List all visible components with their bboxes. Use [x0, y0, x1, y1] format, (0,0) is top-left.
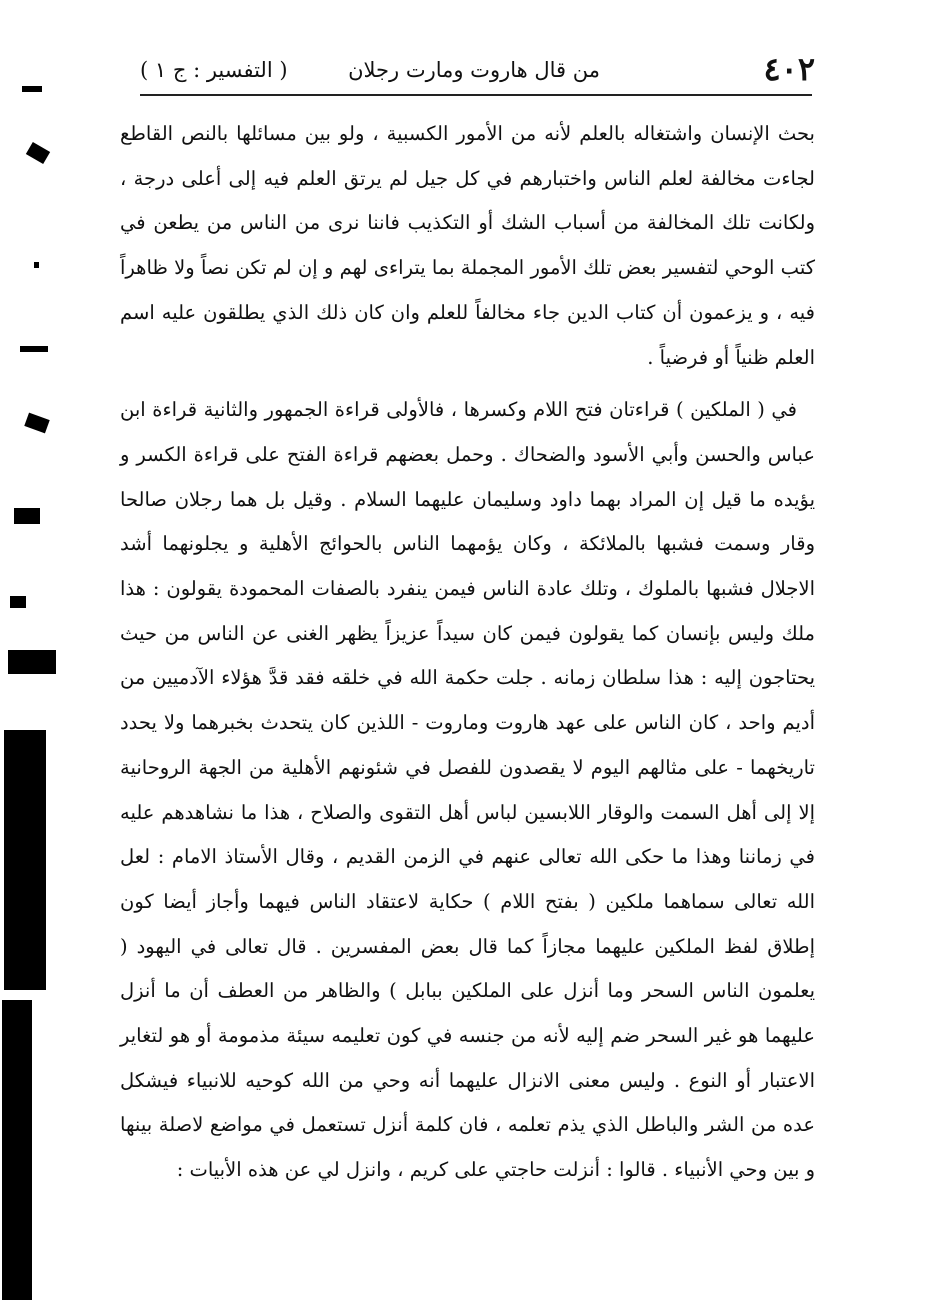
- header-rule: [140, 94, 812, 96]
- scan-mark: [22, 86, 42, 92]
- scan-mark: [8, 650, 56, 674]
- scan-mark: [14, 508, 40, 524]
- scan-mark: [2, 1000, 32, 1300]
- volume-label: ( التفسير : ج ١ ): [140, 58, 288, 82]
- scan-mark: [4, 730, 46, 990]
- page-number: ٤٠٢: [763, 50, 815, 88]
- scan-mark: [24, 413, 49, 434]
- scan-mark: [34, 262, 39, 268]
- scan-mark: [10, 596, 26, 608]
- scan-mark: [26, 142, 50, 164]
- running-title: من قال هاروت ومارت رجلان: [348, 58, 600, 82]
- page-header: [140, 50, 815, 94]
- page-body: [120, 112, 815, 1193]
- paragraph: بحث الإنسان واشتغاله بالعلم لأنه من الأمور الكسبية ، ولو بين مسائلها بالنص القاطع لجاءت مخالفة لعلم الناس واختبارهم في كل جيل لم يرتق العلم فيه إلى أعلى درجة ، ولكانت تلك المخالفة من أسباب الشك أو التكذيب فاننا نرى من الناس من يطعن في كتب الوحي لتفسير بعض تلك الأمور المجملة بما يتراءى لهم و إن لم تكن نصاً ولا ظاهراً فيه ، و يزعمون أن كتاب الدين جاء مخالفاً للعلم وان كان ذلك الذي يطلقون عليه اسم العلم ظنياً أو فرضياً .: [120, 122, 815, 369]
- scan-mark: [20, 346, 48, 352]
- paragraph: في ( الملكين ) قراءتان فتح اللام وكسرها ، فالأولى قراءة الجمهور والثانية قراءة ابن عباس والحسن وأبي الأسود والضحاك . وحمل بعضهم قراءة الفتح على قراءة الكسر و يؤيده ما قيل إن المراد بهما داود وسليمان عليهما السلام . وقيل بل هما رجلان صالحا وقار وسمت فشبها بالملائكة ، وكان يؤمهما الناس بالحوائج الأهلية و يجلونهما أشد الاجلال فشبها بالملوك ، وتلك عادة الناس فيمن ينفرد بالصفات المحمودة يقولون : هذا ملك وليس بإنسان كما يقولون فيمن كان سيداً عزيزاً يظهر الغنى عن الناس من حيث يحتاجون إليه : هذا سلطان زمانه . جلت حكمة الله في خلقه فقد قدَّ هؤلاء الآدميين من أديم واحد ، كان الناس على عهد هاروت وماروت - اللذين كان يتحدث بخبرهما ولا يحدد تاريخهما - على مثالهم اليوم لا يقصدون للفصل في شئونهم الأهلية من الجهة الروحانية إلا إلى أهل السمت والوقار اللابسين لباس أهل التقوى والصلاح ، هذا ما نشاهدهم عليه في زماننا وهذا ما حكى الله تعالى عنهم في الزمن القديم ، وقال الأستاذ الامام : لعل الله تعالى سماهما ملكين ( بفتح اللام ) حكاية لاعتقاد الناس فيهما وأجاز أيضا كون إطلاق لفظ الملكين عليهما مجازاً كما قال بعض المفسرين . قال تعالى في اليهود ( يعلمون الناس السحر وما أنزل على الملكين ببابل ) والظاهر من العطف أن ما أنزل عليهما هو غير السحر ضم إليه لأنه من جنسه في كون تعليمه سيئة مذمومة أو هو لتغاير الاعتبار أو النوع . وليس معنى الانزال عليهما أنه وحي من الله كوحيه للانبياء فيشكل عده من الشر والباطل الذي يذم تعلمه ، فان كلمة أنزل تستعمل في مواضع لاصلة بينها و بين وحي الأنبياء . قالوا : أنزلت حاجتي على كريم ، وانزل لي عن هذه الأبيات :: [120, 398, 815, 1182]
- scan-edge-marks: [0, 0, 70, 1314]
